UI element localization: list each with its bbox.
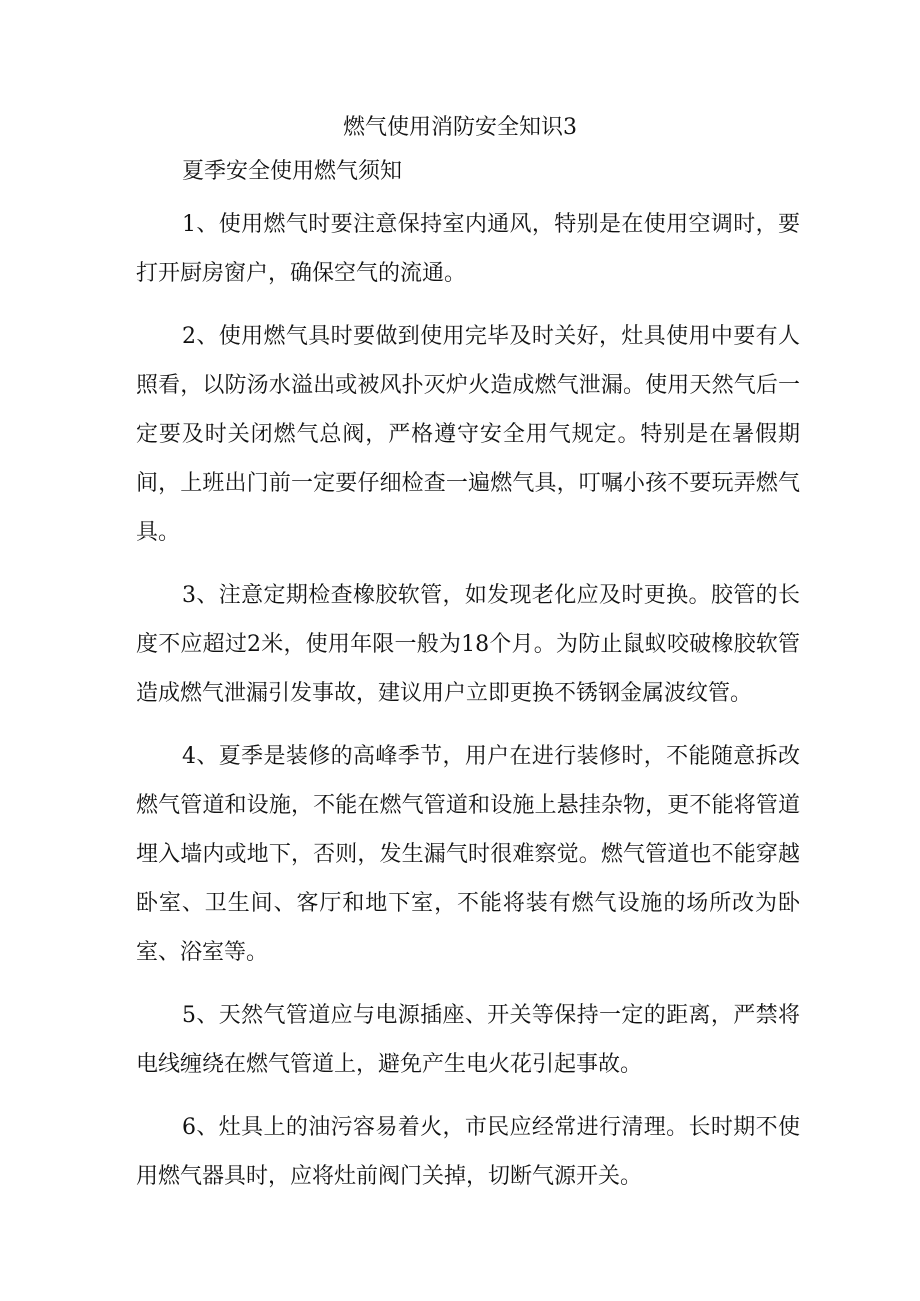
paragraph-5: 5、天然气管道应与电源插座、开关等保持一定的距离，严禁将电线缠绕在燃气管道上，避免产生电火花引起事故。 — [136, 1003, 800, 1077]
paragraph-2: 2、使用燃气具时要做到使用完毕及时关好，灶具使用中要有人照看，以防汤水溢出或被风扑灭炉火造成燃气泄漏。使用天然气后一定要及时关闭燃气总阀，严格遵守安全用气规定。特别是在暑假期间，上班出门前一定要仔细检查一遍燃气具，叮嘱小孩不要玩弄燃气具。 — [136, 324, 800, 545]
paragraph-4: 4、夏季是装修的高峰季节，用户在进行装修时，不能随意拆改燃气管道和设施，不能在燃气管道和设施上悬挂杂物，更不能将管道埋入墙内或地下，否则，发生漏气时很难察觉。燃气管道也不能穿越卧室、卫生间、客厅和地下室，不能将装有燃气设施的场所改为卧室、浴室等。 — [136, 744, 800, 965]
document-title: 燃气使用消防安全知识3 — [343, 115, 577, 140]
document-body — [136, 200, 800, 1201]
document-subtitle: 夏季安全使用燃气须知 — [182, 159, 403, 184]
paragraph-1: 1、使用燃气时要注意保持室内通风，特别是在使用空调时，要打开厨房窗户，确保空气的流通。 — [136, 212, 800, 286]
paragraph-6: 6、灶具上的油污容易着火，市民应经常进行清理。长时期不使用燃气器具时，应将灶前阀门关掉，切断气源开关。 — [136, 1115, 800, 1189]
paragraph-3: 3、注意定期检查橡胶软管，如发现老化应及时更换。胶管的长度不应超过2米，使用年限一般为18个月。为防止鼠蚁咬破橡胶软管造成燃气泄漏引发事故，建议用户立即更换不锈钢金属波纹管。 — [136, 583, 800, 706]
